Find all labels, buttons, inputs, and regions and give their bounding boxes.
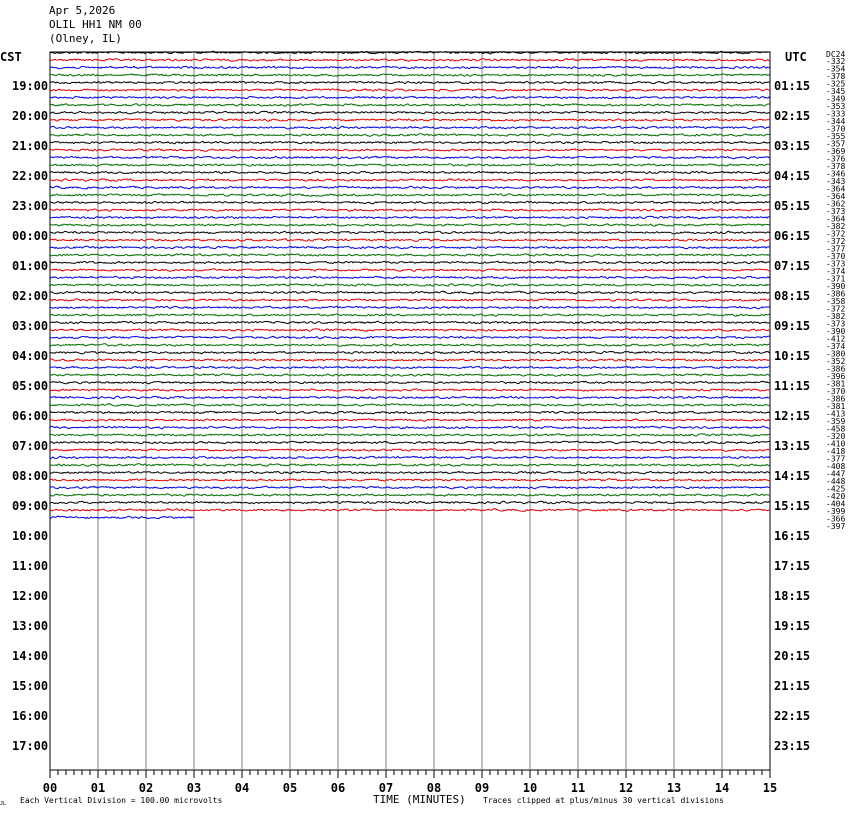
trace-line: [50, 186, 770, 189]
trace-line: [50, 66, 770, 68]
trace-line: [50, 171, 770, 173]
cst-time-label: 13:00: [12, 619, 49, 633]
x-tick-label: 06: [330, 781, 346, 795]
cst-time-label: 04:00: [12, 349, 49, 363]
dc-offset-label: -349: [826, 94, 846, 104]
dc-offset-label: -374: [826, 267, 846, 276]
cst-time-label: 16:00: [12, 709, 49, 723]
utc-axis-title: UTC: [785, 50, 807, 64]
dc-offset-label: -408: [826, 462, 846, 471]
dc-offset-label: -412: [826, 334, 846, 344]
trace-line: [50, 366, 770, 369]
trace-line: [50, 111, 770, 114]
trace-line: [50, 194, 770, 197]
x-axis-label: TIME (MINUTES): [373, 793, 466, 806]
cst-time-label: 20:00: [12, 109, 49, 123]
dc-offset-label: -380: [826, 349, 846, 359]
dc-offset-label: -372: [826, 229, 846, 239]
trace-line: [50, 351, 770, 354]
dc-offset-label: -358: [826, 297, 846, 306]
trace-line: [50, 81, 770, 83]
cst-time-label: 17:00: [12, 739, 49, 753]
dc-offset-label: -382: [826, 312, 846, 321]
trace-line: [50, 89, 770, 92]
dc-offset-label: -447: [826, 469, 846, 479]
trace-line: [50, 441, 770, 444]
dc-offset-labels: [826, 57, 845, 531]
dc-offset-label: -420: [826, 492, 846, 501]
trace-line: [50, 179, 770, 182]
utc-time-label: 08:15: [774, 289, 811, 303]
trace-line: [50, 224, 770, 227]
dc-offset-label: -376: [826, 154, 846, 164]
trace-line: [50, 479, 770, 481]
dc-offset-label: -386: [826, 289, 846, 299]
vertical-division-note: Each Vertical Division = 100.00 microvolts: [20, 796, 223, 805]
trace-line: [50, 419, 770, 421]
dc-offset-label: -377: [826, 454, 846, 464]
plot-frame: [50, 52, 770, 770]
dc-offset-label: -373: [826, 259, 846, 269]
cst-time-label: 12:00: [12, 589, 49, 603]
dc-offset-label: -390: [826, 327, 846, 336]
cst-time-label: 09:00: [12, 499, 49, 513]
dc-offset-label: -386: [826, 364, 846, 374]
dc-offset-label: -373: [826, 319, 846, 329]
utc-time-label: 09:15: [774, 319, 811, 333]
utc-time-label: 13:15: [774, 439, 811, 453]
dc-offset-label: -332: [826, 57, 846, 66]
trace-line: [50, 426, 770, 429]
dc-offset-label: -418: [826, 447, 846, 456]
trace-line: [50, 134, 770, 137]
x-tick-label: 03: [186, 781, 202, 795]
utc-time-label: 06:15: [774, 229, 811, 243]
trace-line: [50, 164, 770, 167]
dc-offset-label: -372: [826, 304, 846, 314]
trace-line: [50, 411, 770, 414]
trace-line: [50, 141, 770, 144]
dc-offset-label: -382: [826, 222, 846, 231]
trace-line: [50, 329, 770, 331]
trace-line: [50, 231, 770, 234]
utc-time-label: 11:15: [774, 379, 811, 393]
trace-line: [50, 516, 194, 518]
trace-line: [50, 314, 770, 317]
dc-offset-label: -359: [826, 417, 846, 426]
trace-line: [50, 201, 770, 203]
cst-time-label: 00:00: [12, 229, 49, 243]
trace-line: [50, 344, 770, 347]
cst-time-label: 10:00: [12, 529, 49, 543]
x-tick-label: 05: [282, 781, 298, 795]
dc-offset-label: -364: [826, 184, 846, 194]
dc-offset-label: -333: [826, 109, 846, 119]
cst-time-label: 14:00: [12, 649, 49, 663]
location-label: (Olney, IL): [49, 32, 122, 45]
dc-offset-label: -458: [826, 424, 846, 434]
utc-time-label: 10:15: [774, 349, 811, 363]
trace-line: [50, 261, 770, 264]
utc-time-label: 20:15: [774, 649, 811, 663]
cst-time-label: 06:00: [12, 409, 49, 423]
trace-line: [50, 209, 770, 212]
trace-line: [50, 471, 770, 474]
dc-offset-label: -373: [826, 207, 846, 216]
dc-offset-label: -371: [826, 274, 846, 284]
dc-offset-label: -390: [826, 282, 846, 291]
x-tick-label: 13: [666, 781, 682, 795]
dc-offset-label: -353: [826, 102, 846, 111]
trace-line: [50, 269, 770, 272]
trace-line: [50, 216, 770, 218]
x-tick-label: 00: [42, 781, 58, 795]
utc-time-label: 17:15: [774, 559, 811, 573]
x-axis: [43, 770, 777, 795]
utc-time-label: 12:15: [774, 409, 811, 423]
trace-line: [50, 119, 770, 122]
corner-mark: JL: [0, 801, 7, 807]
dc-offset-label: -397: [826, 522, 846, 531]
utc-time-label: 02:15: [774, 109, 811, 123]
trace-line: [50, 254, 770, 257]
trace-line: [50, 336, 770, 339]
trace-line: [50, 404, 770, 407]
utc-time-label: 07:15: [774, 259, 811, 273]
trace-line: [50, 149, 770, 152]
dc-offset-label: -370: [826, 387, 846, 396]
cst-time-label: 08:00: [12, 469, 49, 483]
trace-line: [50, 156, 770, 159]
dc-offset-label: -381: [826, 379, 846, 389]
x-tick-label: 15: [762, 781, 778, 795]
dc-offset-label: -344: [826, 117, 846, 126]
trace-line: [50, 464, 770, 467]
trace-line: [50, 494, 770, 497]
trace-line: [50, 306, 770, 309]
clip-note: Traces clipped at plus/minus 30 vertical divisions: [483, 796, 724, 805]
dc-offset-label: -377: [826, 244, 846, 254]
utc-time-label: 22:15: [774, 709, 811, 723]
utc-time-labels: [774, 79, 810, 753]
x-tick-label: 08: [426, 781, 442, 795]
utc-time-label: 16:15: [774, 529, 811, 543]
utc-time-label: 23:15: [774, 739, 811, 753]
cst-time-label: 07:00: [12, 439, 49, 453]
cst-time-label: 05:00: [12, 379, 49, 393]
dc-offset-label: -372: [826, 237, 846, 246]
utc-time-label: 21:15: [774, 679, 811, 693]
dc-offset-label: -364: [826, 214, 846, 224]
dc-offset-label: -369: [826, 147, 846, 156]
seismic-traces: [50, 51, 770, 518]
utc-time-label: 05:15: [774, 199, 811, 213]
cst-axis-title: CST: [0, 50, 22, 64]
trace-line: [50, 239, 770, 242]
trace-line: [50, 96, 770, 98]
dc-offset-label: -354: [826, 64, 846, 74]
x-tick-label: 12: [618, 781, 634, 795]
cst-time-label: 11:00: [12, 559, 49, 573]
dc-offset-label: -352: [826, 357, 846, 366]
dc-offset-label: -346: [826, 169, 846, 179]
cst-time-label: 01:00: [12, 259, 49, 273]
dc-offset-label: -370: [826, 124, 846, 134]
trace-line: [50, 284, 770, 286]
station-label: OLIL HH1 NM 00: [49, 18, 142, 31]
cst-time-label: 15:00: [12, 679, 49, 693]
dc-offset-label: -425: [826, 484, 846, 494]
dc-offset-label: -320: [826, 432, 846, 441]
trace-line: [50, 389, 770, 391]
trace-line: [50, 396, 770, 399]
cst-time-label: 19:00: [12, 79, 49, 93]
utc-time-label: 01:15: [774, 79, 811, 93]
dc-offset-label: -404: [826, 499, 846, 509]
x-tick-label: 09: [474, 781, 490, 795]
trace-line: [50, 381, 770, 384]
x-tick-label: 10: [522, 781, 538, 795]
dc-offset-label: -386: [826, 394, 846, 404]
dc-offset-label: -448: [826, 477, 846, 486]
x-tick-label: 02: [138, 781, 154, 795]
cst-time-label: 02:00: [12, 289, 49, 303]
trace-line: [50, 59, 770, 62]
utc-time-label: 03:15: [774, 139, 811, 153]
dc-offset-label: -366: [826, 514, 846, 524]
dc-offset-label: -343: [826, 177, 846, 186]
dc-offset-label: -396: [826, 372, 846, 381]
cst-time-label: 23:00: [12, 199, 49, 213]
x-tick-label: 04: [234, 781, 250, 795]
trace-line: [50, 276, 770, 279]
trace-line: [50, 509, 770, 512]
trace-line: [50, 246, 770, 249]
date-label: Apr 5,2026: [49, 4, 116, 17]
dc-offset-label: -370: [826, 252, 846, 261]
trace-line: [50, 486, 770, 489]
trace-line: [50, 104, 770, 106]
utc-time-label: 19:15: [774, 619, 811, 633]
dc-offset-label: -325: [826, 79, 846, 89]
trace-line: [50, 321, 770, 323]
dc-offset-label: -345: [826, 87, 846, 96]
dc-offset-label: -362: [826, 199, 846, 209]
dc-offset-label: -413: [826, 409, 846, 419]
dc-offset-label: -364: [826, 192, 846, 201]
cst-time-labels: [12, 79, 48, 753]
trace-line: [50, 359, 770, 362]
dc-offset-label: -410: [826, 439, 846, 449]
utc-time-label: 04:15: [774, 169, 811, 183]
trace-line: [50, 74, 770, 77]
dc-offset-label: -357: [826, 139, 846, 149]
trace-line: [50, 299, 770, 302]
trace-line: [50, 126, 770, 129]
trace-line: [50, 501, 770, 503]
grid-lines: [50, 52, 770, 770]
utc-time-label: 18:15: [774, 589, 811, 603]
x-tick-label: 01: [90, 781, 106, 795]
cst-time-label: 21:00: [12, 139, 49, 153]
x-tick-label: 11: [570, 781, 586, 795]
utc-time-label: 14:15: [774, 469, 811, 483]
dc-offset-label: -378: [826, 72, 846, 81]
cst-time-label: 03:00: [12, 319, 49, 333]
x-tick-label: 14: [714, 781, 730, 795]
dc-offset-label: -378: [826, 162, 846, 171]
dc-offset-label: -355: [826, 132, 846, 141]
trace-line: [50, 374, 770, 377]
trace-line: [50, 434, 770, 436]
cst-time-label: 22:00: [12, 169, 49, 183]
trace-line: [50, 291, 770, 294]
dc-offset-label: -374: [826, 342, 846, 351]
x-tick-label: 07: [378, 781, 394, 795]
dc-offset-label: -399: [826, 507, 846, 516]
dc-label: DC24: [826, 50, 846, 59]
dc-offset-label: -381: [826, 402, 846, 411]
trace-line: [50, 449, 770, 452]
trace-line: [50, 456, 770, 459]
utc-time-label: 15:15: [774, 499, 811, 513]
